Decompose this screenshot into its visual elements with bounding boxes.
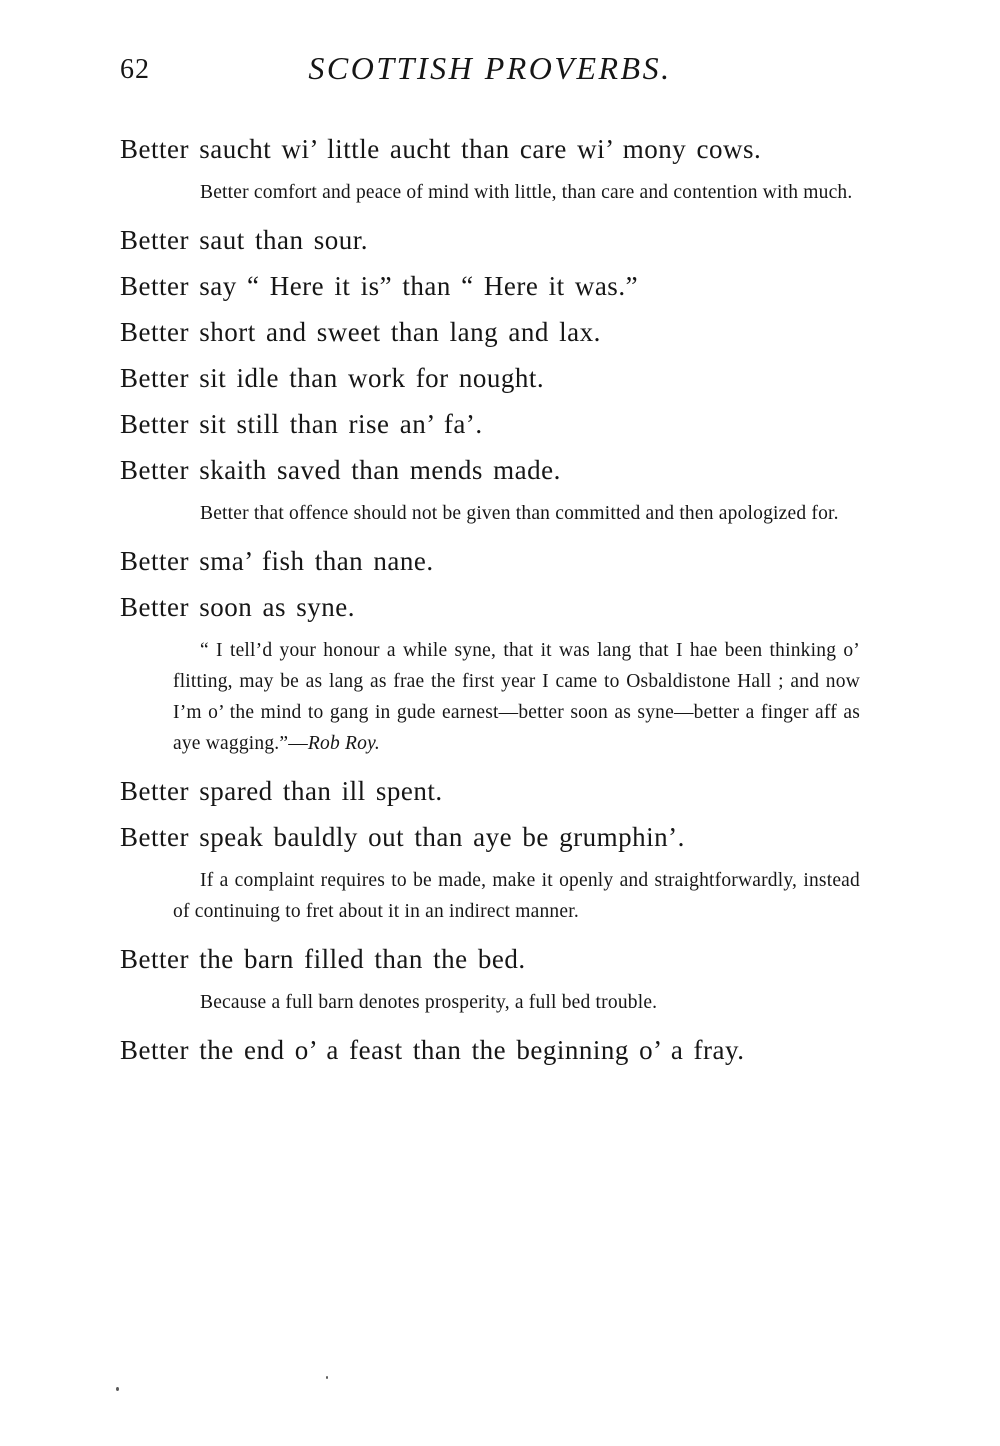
proverb-entry [120, 217, 860, 263]
proverb-entry [120, 447, 860, 529]
proverb-note: Better comfort and peace of mind with little, than care and contention with much. [200, 182, 853, 203]
proverb-note: Better that offence should not be given than committed and then apologized for. [200, 503, 839, 524]
proverb-text: Better saut than sour. [120, 225, 368, 255]
proverb-text: Better skaith saved than mends made. [120, 455, 561, 485]
proverb-note: Because a full barn denotes prosperity, a full bed trouble. [200, 992, 658, 1013]
note-quote: “ I tell’d your honour a while syne, that it was lang that I hae been thinking o’ flitting, may be as lang as frae the first year I came to Osbaldistone Hall ; and now I’m o’ the mind to gang in gude earnest—better soon as syne—better a finger aff as aye wagging.”— [173, 640, 860, 754]
page-number: 62 [120, 54, 150, 85]
proverb-text: Better saucht wi’ little aucht than care wi’ mony cows. [120, 134, 762, 164]
proverb-note [173, 635, 860, 759]
proverb-entry [120, 1027, 860, 1073]
proverb-entry [120, 936, 860, 1018]
proverb-text: Better sit idle than work for nought. [120, 363, 545, 393]
proverb-entry [120, 584, 860, 759]
proverb-text: Better spared than ill spent. [120, 776, 443, 806]
proverb-text: Better short and sweet than lang and lax. [120, 317, 601, 347]
scan-speck [116, 1387, 119, 1391]
page-title: SCOTTISH PROVERBS. [308, 50, 672, 86]
note-source: Rob Roy. [307, 733, 380, 754]
page-header [120, 50, 860, 92]
proverb-entry [120, 538, 860, 584]
proverb-entry [120, 768, 860, 814]
proverb-entry [120, 263, 860, 309]
proverb-entry [120, 126, 860, 208]
proverb-entry [120, 401, 860, 447]
proverb-text: Better say “ Here it is” than “ Here it was.” [120, 271, 639, 301]
proverb-text: Better soon as syne. [120, 592, 355, 622]
proverb-text: Better speak bauldly out than aye be grumphin’. [120, 822, 685, 852]
proverb-entry [120, 355, 860, 401]
proverb-text: Better the barn filled than the bed. [120, 944, 526, 974]
proverb-entry [120, 309, 860, 355]
proverb-text: Better sma’ fish than nane. [120, 546, 434, 576]
scan-speck [326, 1376, 328, 1379]
proverb-text: Better sit still than rise an’ fa’. [120, 409, 483, 439]
proverb-note: If a complaint requires to be made, make it openly and straightforwardly, instead of continuing to fret about it in an indirect manner. [173, 870, 860, 922]
proverb-entry [120, 814, 860, 927]
proverb-text: Better the end o’ a feast than the beginning o’ a fray. [120, 1035, 745, 1065]
